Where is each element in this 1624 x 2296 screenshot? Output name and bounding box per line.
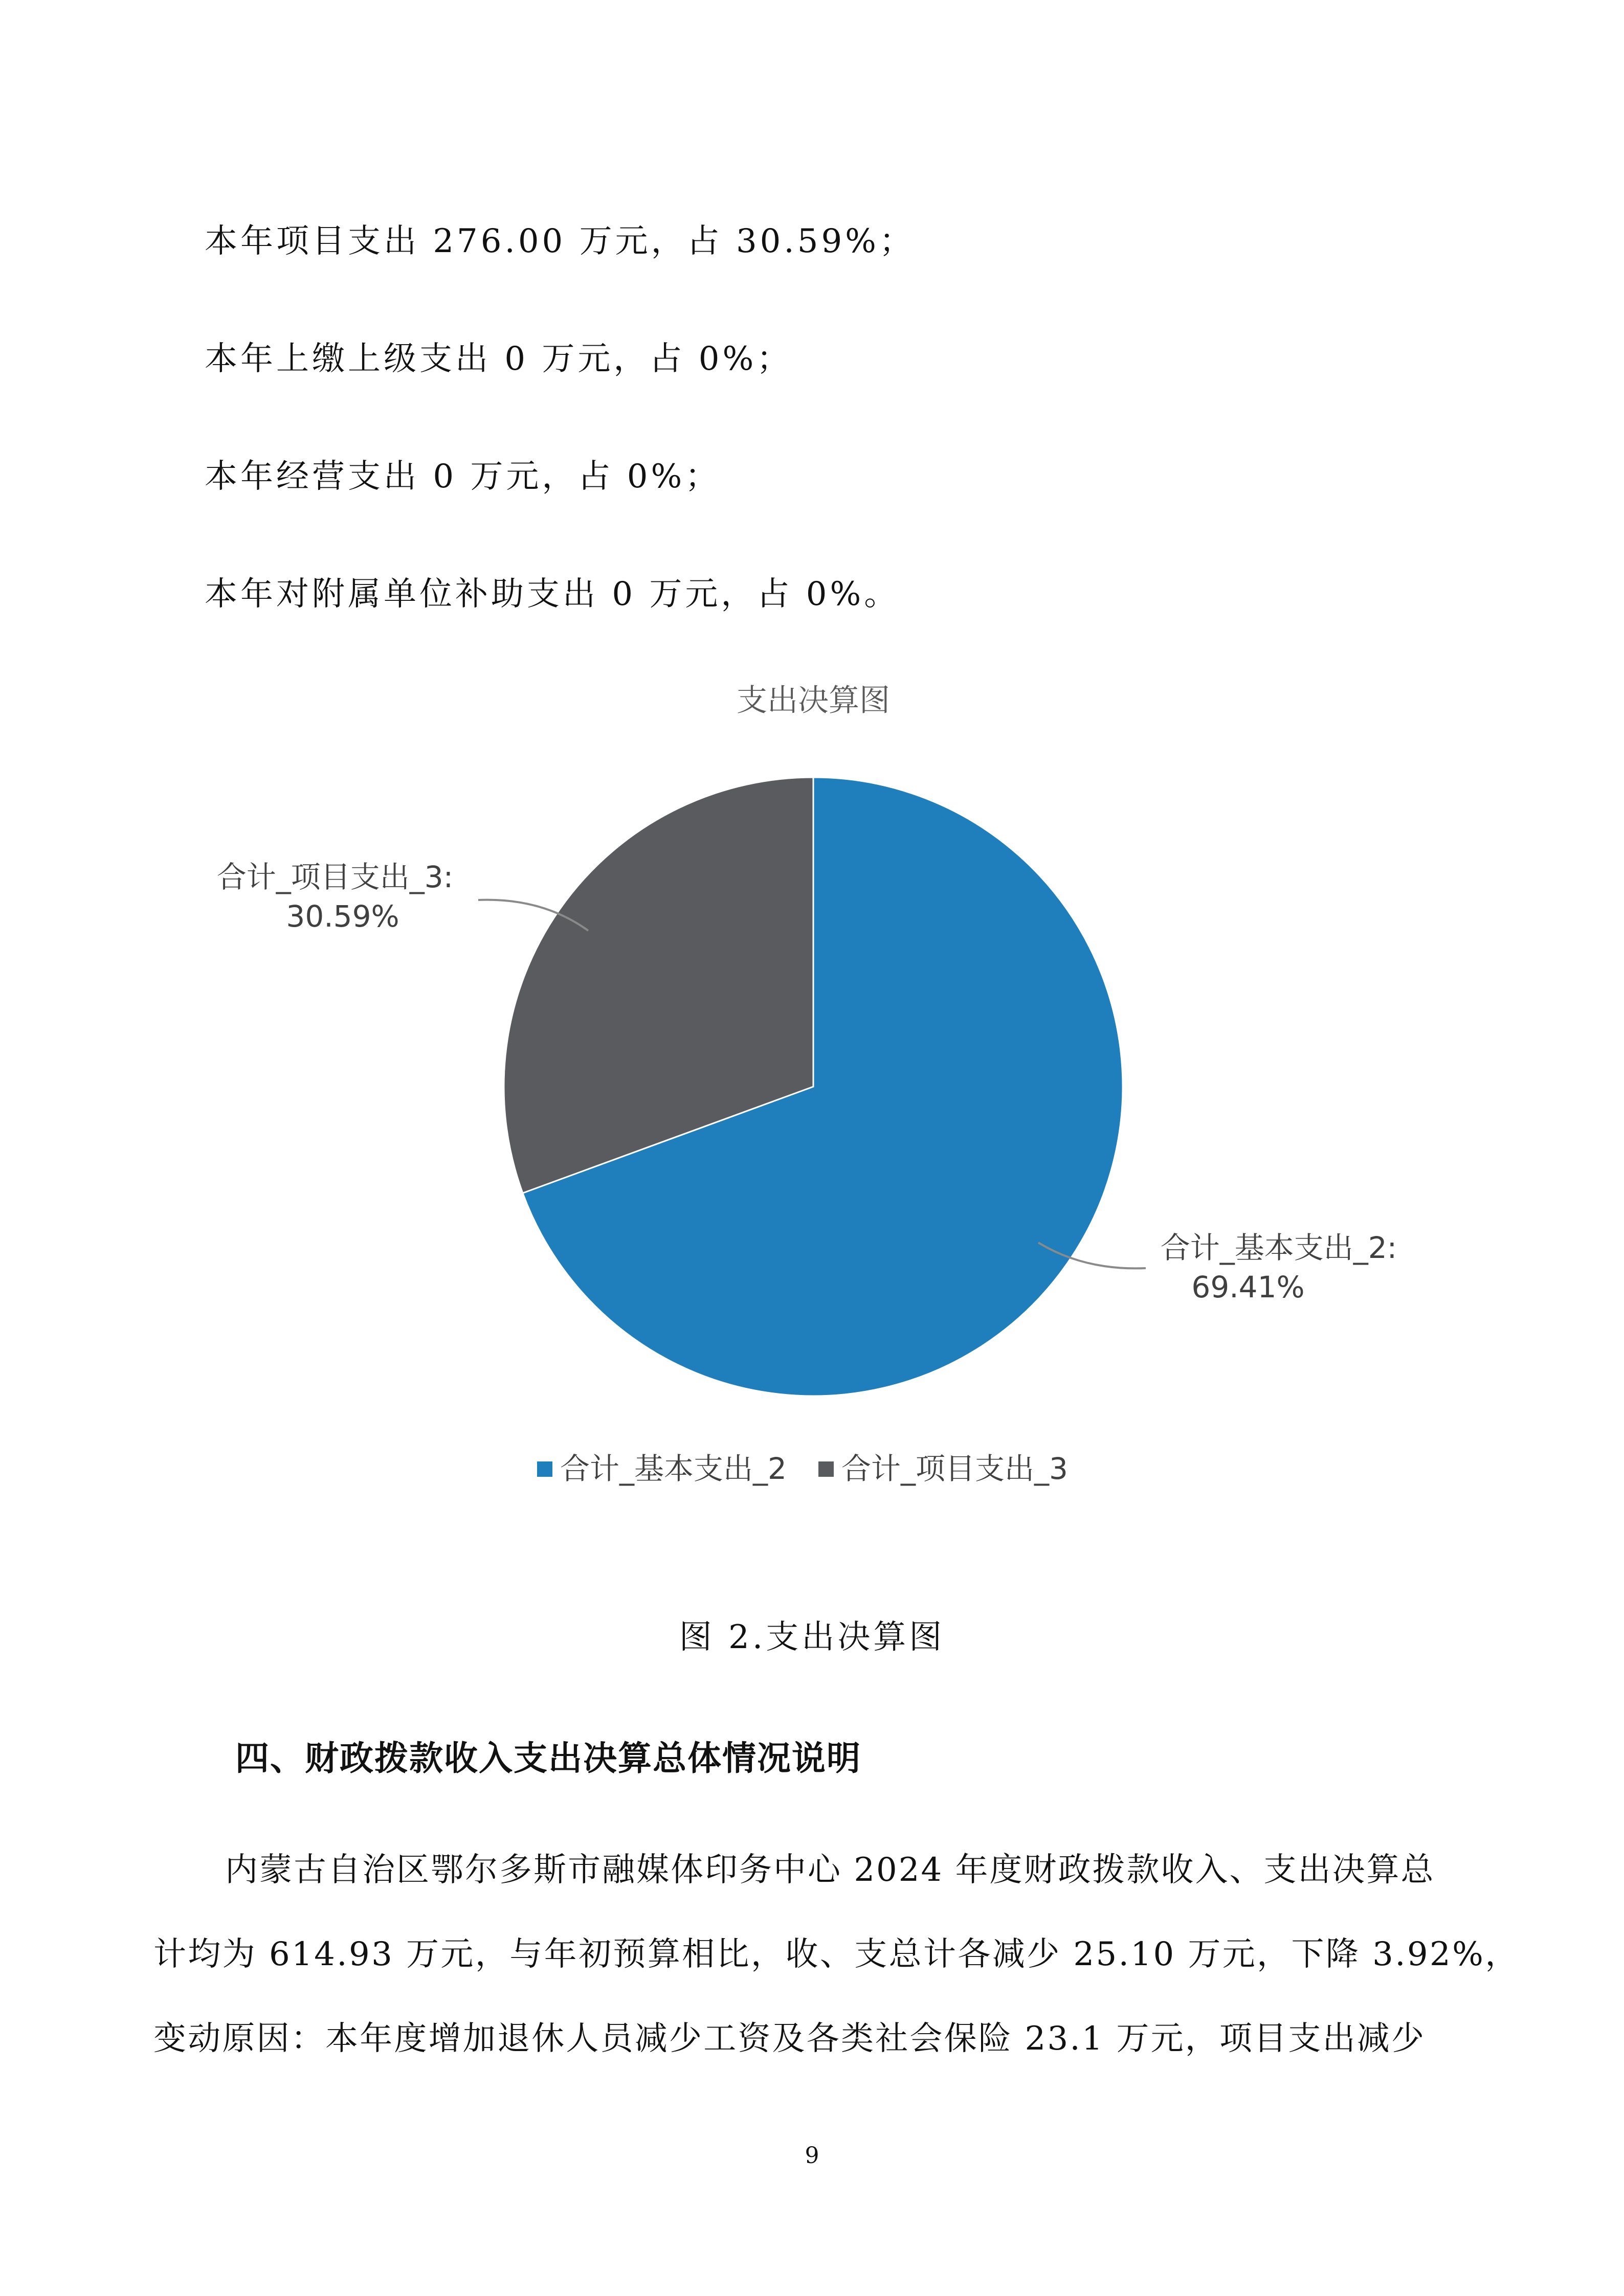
data-label-project-value: 30.59% [286, 899, 399, 934]
legend-label-project: 合计_项目支出_3 [841, 1451, 1068, 1486]
chart-title: 支出决算图 [737, 683, 890, 718]
data-label-basic-name: 合计_基本支出_2: [1160, 1230, 1397, 1265]
data-label-project-name: 合计_项目支出_3: [216, 860, 454, 894]
legend-label-basic: 合计_基本支出_2 [560, 1451, 787, 1486]
data-label-basic-value: 69.41% [1191, 1270, 1305, 1304]
text-line-project-expense: 本年项目支出 276.00 万元，占 30.59%； [205, 222, 915, 260]
paragraph-line: 变动原因：本年度增加退休人员减少工资及各类社会保险 23.1 万元，项目支出减少 [153, 2020, 1426, 2058]
legend-swatch-project [818, 1461, 834, 1477]
legend-swatch-basic [537, 1461, 552, 1477]
paragraph-line: 内蒙古自治区鄂尔多斯市融媒体印务中心 2024 年度财政拨款收入、支出决算总 [225, 1851, 1435, 1889]
text-line-subsidy-expense: 本年对附属单位补助支出 0 万元，占 0%。 [205, 575, 900, 613]
text-line-operating-expense: 本年经营支出 0 万元，占 0%； [205, 458, 721, 496]
figure-caption: 图 2.支出决算图 [679, 1618, 945, 1656]
page-number: 9 [805, 2143, 819, 2169]
chart-legend [537, 1451, 1068, 1486]
paragraph-line: 计均为 614.93 万元，与年初预算相比，收、支总计各减少 25.10 万元，下降 3.92%， [153, 1935, 1520, 1973]
text-line-superior-expense: 本年上缴上级支出 0 万元，占 0%； [205, 340, 793, 378]
section-heading: 四、财政拨款收入支出决算总体情况说明 [235, 1739, 861, 1778]
